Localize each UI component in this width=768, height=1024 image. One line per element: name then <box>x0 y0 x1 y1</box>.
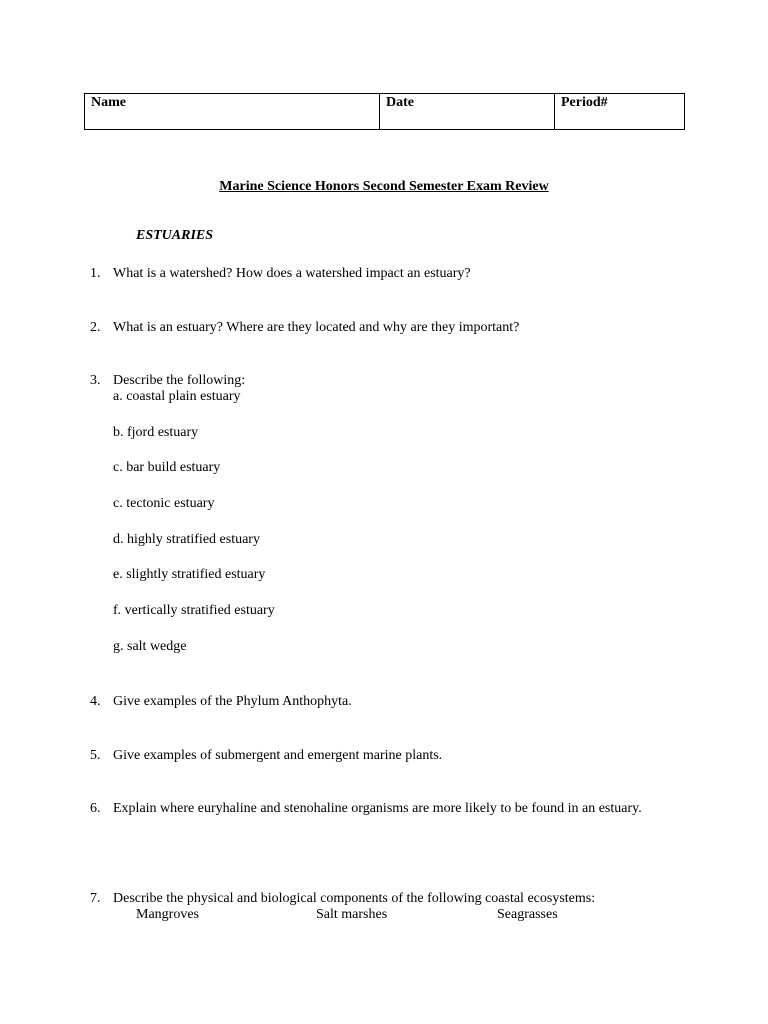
subitem-a: a. coastal plain estuary <box>113 389 241 404</box>
date-field[interactable] <box>380 94 555 129</box>
question-number: 2. <box>90 320 101 335</box>
question-text: Explain where euryhaline and stenohaline organisms are more likely to be found in an estuary. <box>113 801 642 816</box>
question-text: What is an estuary? Where are they located and why are they important? <box>113 320 520 335</box>
subitem-d: d. highly stratified estuary <box>113 532 260 547</box>
subitem-e: e. slightly stratified estuary <box>113 567 266 582</box>
question-number: 7. <box>90 891 101 906</box>
question-text: Describe the following: <box>113 373 246 388</box>
question-number: 4. <box>90 694 101 709</box>
question-number: 5. <box>90 748 101 763</box>
question-text: Give examples of the Phylum Anthophyta. <box>113 694 352 709</box>
date-label: Date <box>386 95 414 110</box>
question-text: What is a watershed? How does a watershed impact an estuary? <box>113 266 471 281</box>
question-text: Give examples of submergent and emergent marine plants. <box>113 748 443 763</box>
subitem-f: f. vertically stratified estuary <box>113 603 275 618</box>
student-info-table <box>84 93 685 130</box>
question-number: 6. <box>90 801 101 816</box>
name-label: Name <box>91 95 126 110</box>
page-title: Marine Science Honors Second Semester Exam Review <box>219 179 549 194</box>
question-text: Describe the physical and biological components of the following coastal ecosystems: <box>113 891 596 906</box>
question-number: 3. <box>90 373 101 388</box>
subitem-c2: c. tectonic estuary <box>113 496 215 511</box>
period-field[interactable] <box>555 94 684 129</box>
subitem-c1: c. bar build estuary <box>113 460 221 475</box>
ecosystem-salt-marshes: Salt marshes <box>316 907 388 922</box>
name-field[interactable] <box>85 94 380 129</box>
ecosystem-mangroves: Mangroves <box>136 907 199 922</box>
period-label: Period# <box>561 95 608 110</box>
section-heading: ESTUARIES <box>136 228 214 243</box>
ecosystem-seagrasses: Seagrasses <box>497 907 558 922</box>
question-number: 1. <box>90 266 101 281</box>
subitem-b: b. fjord estuary <box>113 425 199 440</box>
subitem-g: g. salt wedge <box>113 639 187 654</box>
